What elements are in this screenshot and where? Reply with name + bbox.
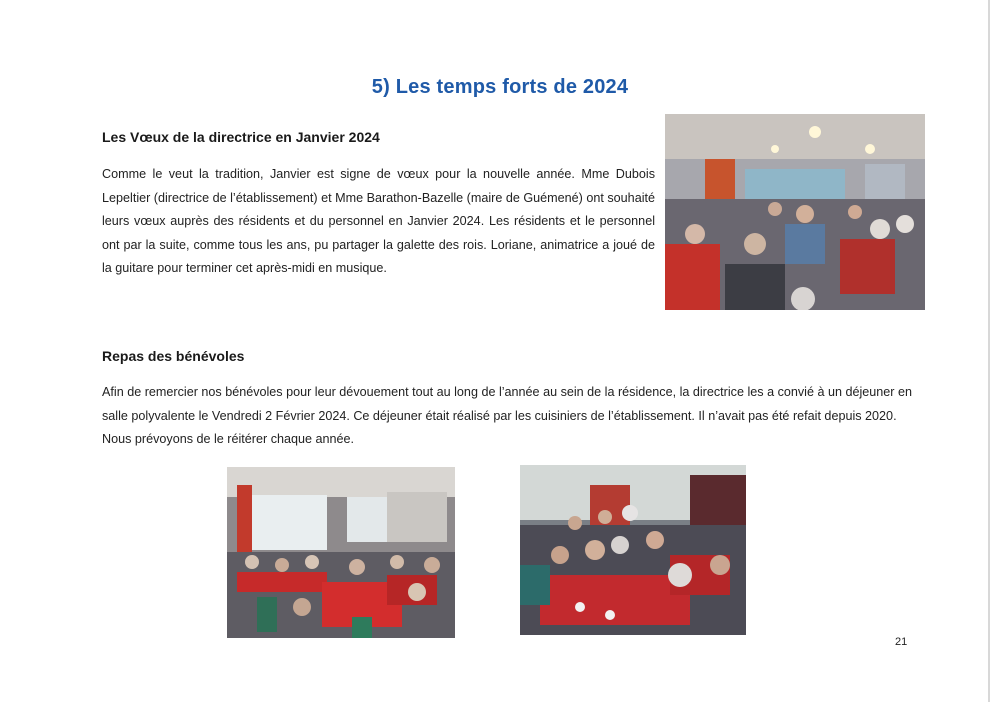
page-title: 5) Les temps forts de 2024: [371, 76, 629, 98]
section-heading-voeux: Les Vœux de la directrice en Janvier 2024: [102, 129, 380, 145]
photo-repas-tables: [520, 465, 746, 635]
section-body-repas: Afin de remercier nos bénévoles pour leur dévouement tout au long de l’année au sein de la résidence, la directrice les a convié à un déjeuner en salle polyvalente le Vendredi 2 Février 2024. Ce déjeuner était réalisé par les cuisiniers de l’établissement. Il n’avait pas été refait depuis 2020. Nous prévoyons de le réitérer chaque année.: [102, 385, 913, 446]
photo-repas-salle: [227, 467, 455, 638]
section-body-voeux: Comme le veut la tradition, Janvier est signe de vœux pour la nouvelle année. Mme Dubois Lepeltier (directrice de l’établissement) et Mme Barathon-Bazelle (maire de Guémené) ont souhaité leurs vœux auprès des résidents et du personnel en Janvier 2024. Les résidents et le personnel ont par la suite, comme tous les ans, pu partager la galette des rois. Loriane, animatrice a joué de la guitare pour terminer cet après-midi en musique.: [102, 167, 655, 275]
page-edge: [988, 0, 990, 702]
page-number: 21: [895, 636, 908, 648]
photo-voeux-gathering: [665, 114, 925, 310]
section-heading-repas: Repas des bénévoles: [102, 348, 245, 364]
